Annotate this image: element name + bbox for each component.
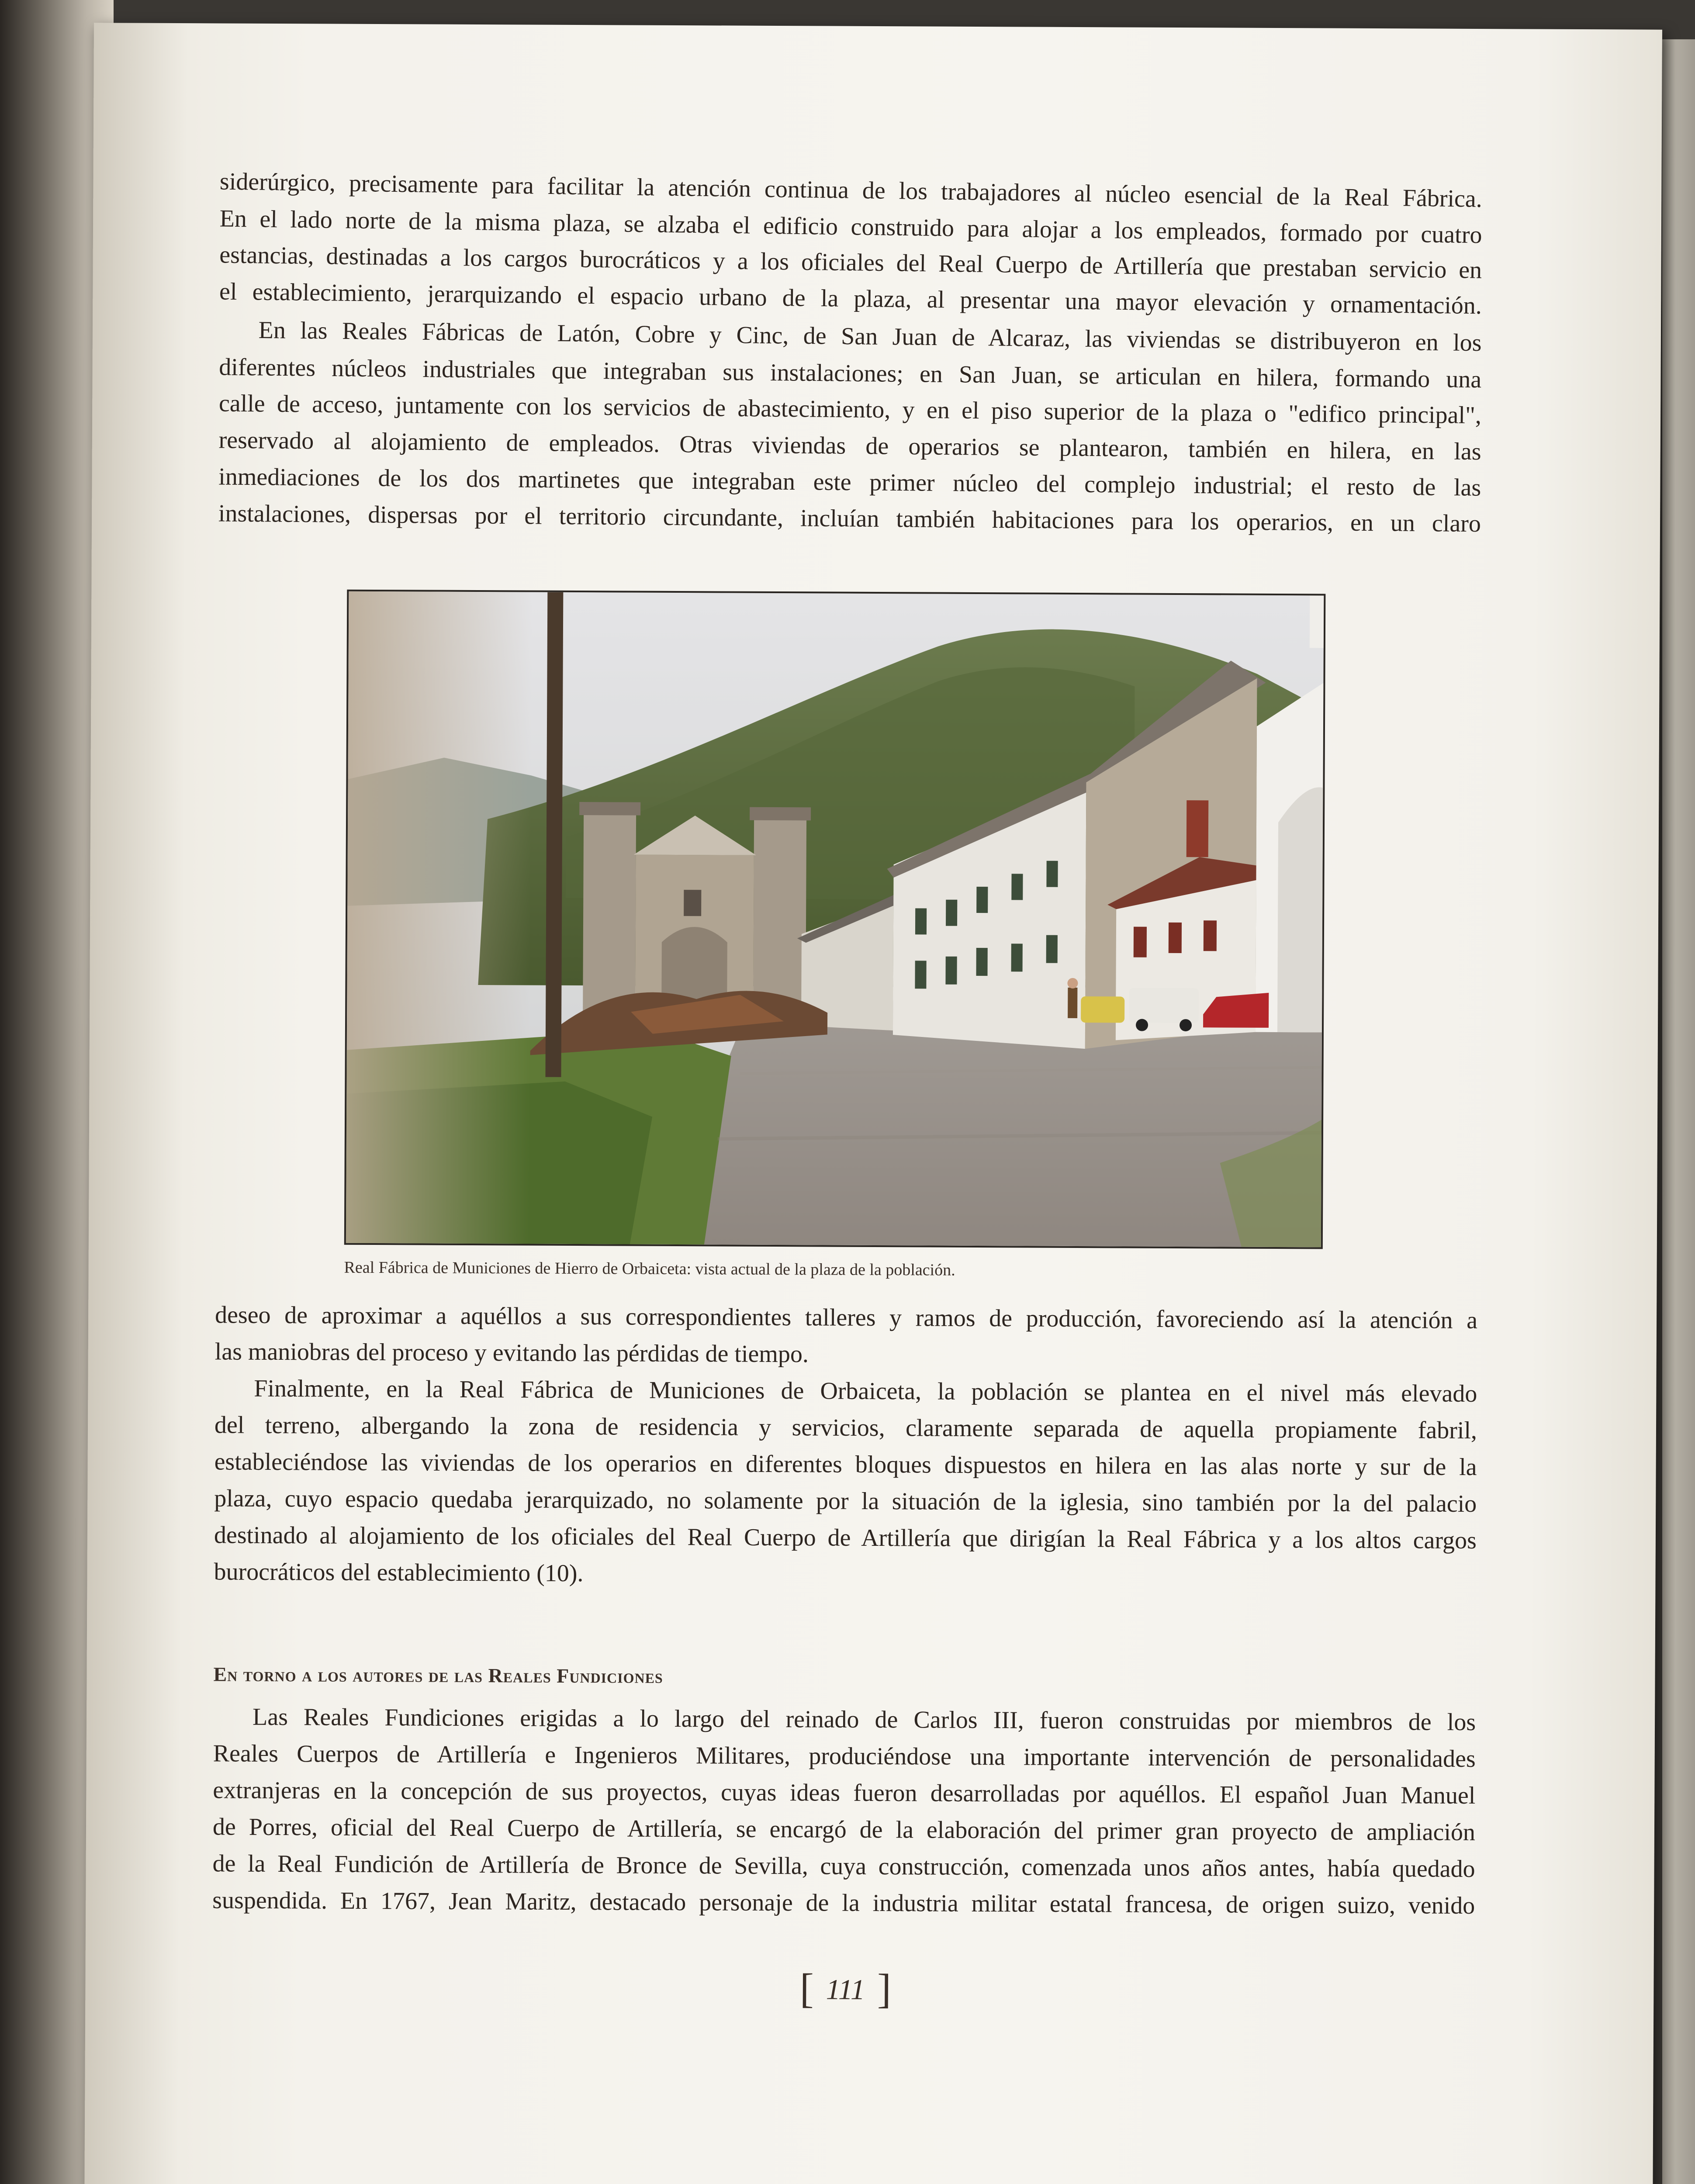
text-line: estancias, destinadas a los cargos burocráticos y a los oficiales del Real Cuerpo de Artillería que prestaban servicio en	[219, 241, 1482, 284]
photo-caption: Real Fábrica de Municiones de Hierro de Orbaiceta: vista actual de la plaza de la población.	[344, 1258, 955, 1279]
text-line: reservado al alojamiento de empleados. Otras viviendas de operarios se plantearon, también en hilera, en las	[218, 426, 1481, 466]
book-page	[84, 23, 1662, 2184]
text-line: estableciéndose las viviendas de los operarios en diferentes bloques dispuestos en hilera en las alas norte y sur de la	[214, 1448, 1477, 1481]
photo-illustration	[346, 591, 1324, 1248]
text-line: deseo de aproximar a aquéllos a sus correspondientes talleres y ramos de producción, favoreciendo así la atención a	[214, 1301, 1478, 1334]
text-line: siderúrgico, precisamente para facilitar la atención continua de los trabajadores al núcleo esencial de la Real Fábrica.	[219, 168, 1483, 213]
section-heading: En torno a los autores de las Reales Fundiciones	[213, 1663, 663, 1687]
text-line: de la Real Fundición de Artillería de Bronce de Sevilla, cuya construcción, comenzada unos años antes, había quedado	[212, 1850, 1475, 1883]
text-line: Finalmente, en la Real Fábrica de Municiones de Orbaiceta, la población se plantea en el nivel más elevado	[254, 1375, 1477, 1408]
text-line: inmediaciones de los dos martinetes que integraban este primer núcleo del complejo industrial; el resto de las	[218, 463, 1481, 501]
text-line: instalaciones, dispersas por el territorio circundante, incluían también habitaciones para los operarios, en un claro	[218, 500, 1481, 538]
text-line: diferentes núcleos industriales que integraban sus instalaciones; en San Juan, se articulan en hilera, formando una	[219, 353, 1482, 394]
paragraph-1	[94, 23, 1662, 320]
page-number	[784, 1967, 906, 2011]
folio-bracket-close: ]	[877, 1965, 892, 2012]
text-line: Las Reales Fundiciones erigidas a lo largo del reinado de Carlos III, fueron construidas por miembros de los	[252, 1703, 1476, 1736]
folio-number: 111	[826, 1973, 865, 2006]
text-line: En el lado norte de la misma plaza, se alzaba el edificio construido para alojar a los empleados, formado por cuatro	[219, 205, 1482, 249]
text-line: destinado al alojamiento de los oficiales del Real Cuerpo de Artillería que dirigían la Real Fábrica y a los altos cargos	[214, 1521, 1477, 1555]
text-line: las maniobras del proceso y evitando las pérdidas de tiempo.	[214, 1338, 809, 1368]
text-line: del terreno, albergando la zona de residencia y servicios, claramente separada de aquella propiamente fabril,	[214, 1411, 1477, 1444]
text-line: suspendida. En 1767, Jean Maritz, destacado personaje de la industria militar estatal francesa, de origen suizo, venido	[212, 1887, 1475, 1920]
text-line: burocráticos del establecimiento (10).	[214, 1558, 584, 1587]
folio-bracket-open: [	[799, 1965, 814, 2012]
text-line: Reales Cuerpos de Artillería e Ingenieros Militares, produciéndose una importante intervención de personalidades	[213, 1740, 1476, 1773]
text-line: de Porres, oficial del Real Cuerpo de Artillería, se encargó de la elaboración del primer gran proyecto de ampliación	[212, 1813, 1476, 1846]
text-line: extranjeras en la concepción de sus proyectos, cuyas ideas fueron desarrolladas por aquéllos. El español Juan Manuel	[213, 1776, 1476, 1810]
text-line: En las Reales Fábricas de Latón, Cobre y Cinc, de San Juan de Alcaraz, las viviendas se distribuyeron en los	[258, 316, 1482, 357]
photo-orbaiceta-plaza	[344, 590, 1326, 1249]
text-line: calle de acceso, juntamente con los servicios de abastecimiento, y en el piso superior de la plaza o "edifico principal",	[218, 390, 1482, 429]
text-line: el establecimiento, jerarquizando el espacio urbano de la plaza, al presentar una mayor elevación y ornamentación.	[219, 278, 1482, 320]
page-stack-edge	[1662, 39, 1695, 2184]
text-line: plaza, cuyo espacio quedaba jerarquizado, no solamente por la situación de la iglesia, sino también por la del palacio	[214, 1485, 1477, 1518]
